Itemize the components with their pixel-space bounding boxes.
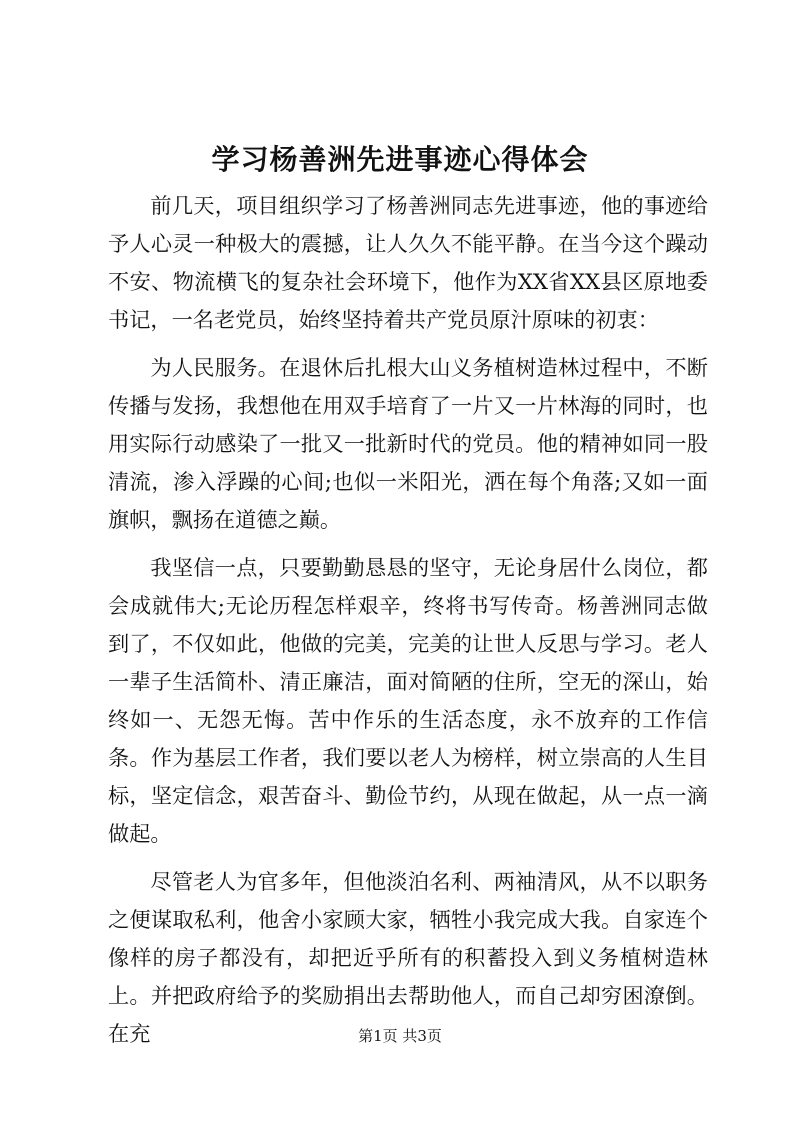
paragraph-4: 尽管老人为官多年，但他淡泊名利、两袖清风，从不以职务之便谋取私利，他舍小家顾大家，牺牲小我完成大我。自家连个像样的房子都没有，却把近乎所有的积蓄投入到义务植树造林上。并把政府给予的奖励捐出去帮助他人，而自己却穷困潦倒。在充 [108, 869, 708, 1046]
page-number-label: 第1页 共3页 [358, 1027, 442, 1045]
document-body [108, 187, 708, 1053]
paragraph-1: 前几天，项目组织学习了杨善洲同志先进事迹，他的事迹给予人心灵一种极大的震撼，让人久久不能平静。在当今这个躁动不安、物流横飞的复杂社会环境下，他作为XX省XX县区原地委书记，一名老党员，始终坚持着共产党员原汁原味的初衷： [108, 193, 708, 332]
document-title: 学习杨善洲先进事迹心得体会 [211, 143, 589, 176]
paragraph-3: 我坚信一点，只要勤勤恳恳的坚守，无论身居什么岗位，都会成就伟大;无论历程怎样艰辛，终将书写传奇。杨善洲同志做到了，不仅如此，他做的完美，完美的让世人反思与学习。老人一辈子生活简朴、清正廉洁，面对简陋的住所，空无的深山，始终如一、无怨无悔。苦中作乐的生活态度，永不放弃的工作信条。作为基层工作者，我们要以老人为榜样，树立崇高的人生目标，坚定信念，艰苦奋斗、勤俭节约，从现在做起，从一点一滴做起。 [108, 555, 708, 846]
page-footer [0, 1026, 800, 1046]
paragraph-2: 为人民服务。在退休后扎根大山义务植树造林过程中，不断传播与发扬，我想他在用双手培育了一片又一片林海的同时，也用实际行动感染了一批又一批新时代的党员。他的精神如同一股清流，渗入浮躁的心间;也似一米阳光，洒在每个角落;又如一面旗帜，飘扬在道德之巅。 [108, 355, 708, 532]
